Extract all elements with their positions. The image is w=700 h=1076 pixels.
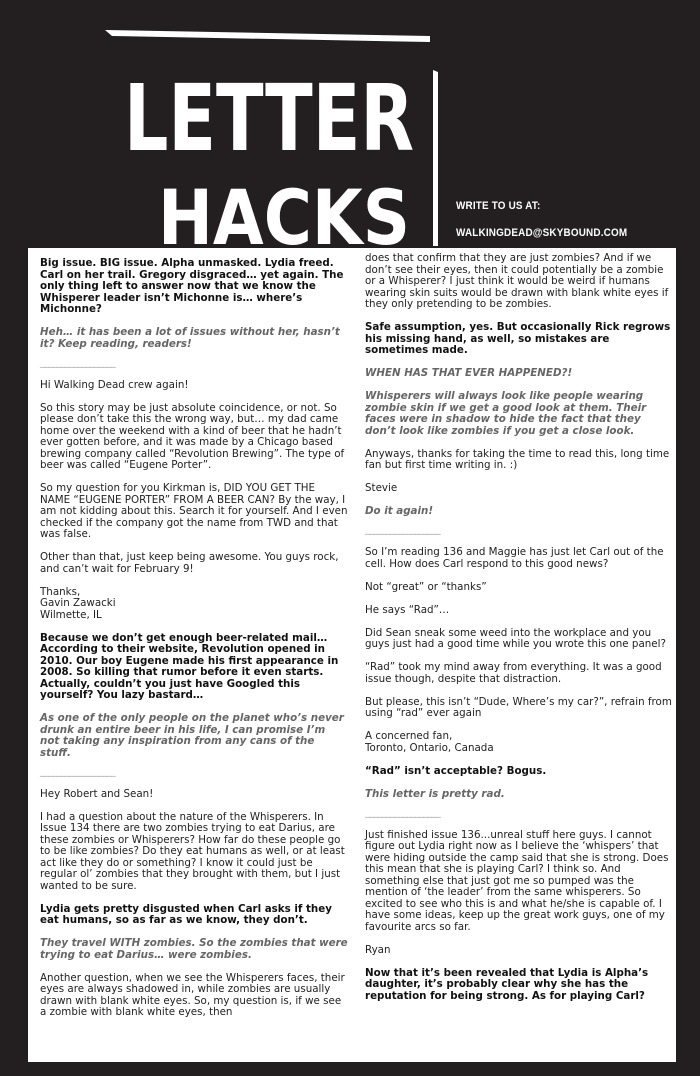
logo-line-hacks: HACKS — [158, 173, 410, 248]
right-column — [365, 253, 673, 1014]
reader-letter-text: Did Sean sneak some weed into the workplace and you guys just had a good time while you wrote this one panel? — [365, 626, 666, 650]
reader-letter-text: Not “great” or “thanks” — [365, 580, 487, 593]
reader-letter-text: A concerned fan, Toronto, Ontario, Canada — [365, 730, 494, 754]
logo-title — [124, 65, 414, 248]
editor-response: Safe assumption, yes. But occasionally Rick regrows his missing hand, as well, so mistakes are sometimes made. — [365, 321, 671, 356]
editor-response: Now that it’s been revealed that Lydia is Alpha’s daughter, it’s probably clear why she has the reputation for being strong. As for playing Carl? — [365, 966, 649, 1002]
reader-letter-text: Hey Robert and Sean! — [40, 787, 154, 800]
editor-response: Big issue. BIG issue. Alpha unmasked. Lydia freed. Carl on her trail. Gregory disgraced… yet again. The only thing left to answer now that we know the Whisperer leader isn’t Michonne is… where’s Michonne? — [40, 257, 344, 315]
page-header — [0, 0, 700, 248]
reader-letter-text: So I’m reading 136 and Maggie has just let Carl out of the cell. How does Carl respond to this good news? — [365, 546, 664, 570]
letter-divider: __________________ — [365, 805, 440, 818]
editor-aside: This letter is pretty rad. — [365, 787, 505, 800]
reader-letter-text: “Rad” took my mind away from everything. It was a good issue though, despite that distraction. — [365, 661, 662, 685]
reader-letter-text: I had a question about the nature of the Whisperers. In Issue 134 there are two zombies trying to eat Darius, are these zombies or Whisperers? How far do these people go to be like zombies? Do they eat humans as well, or at least act like they do or something? I know it could just be regular ol’ zombies that they brought with them, but I just wanted to be sure. — [40, 810, 345, 892]
editor-aside: Heh… it has been a lot of issues without her, hasn’t it? Keep reading, readers! — [40, 326, 340, 350]
vertical-rule — [433, 70, 438, 246]
editor-response: Lydia gets pretty disgusted when Carl asks if they eat humans, so as far as we know, they don’t. — [40, 902, 332, 926]
reader-letter-text: Thanks, Gavin Zawacki Wilmette, IL — [40, 585, 116, 621]
editor-aside: They travel WITH zombies. So the zombies that were trying to eat Darius… were zombies. — [40, 937, 348, 961]
reader-letter-text: So this story may be just absolute coincidence, or not. So please don’t take this the wrong way, but… my dad came home over the weekend with a kind of beer that he hadn’t ever gotten before, and it was made by a Chicago based brewing company called “Revolution Brewing”. The type of beer was called “Eugene Porter”. — [40, 401, 345, 471]
logo-line-letter: LETTER — [124, 65, 414, 172]
left-column — [40, 258, 348, 1030]
reader-letter-text: Hi Walking Dead crew again! — [40, 378, 189, 391]
editor-aside: Whisperers will always look like people wearing zombie skin if we get a good look at them. Their faces were in shadow to hide the fact that they don’t look like zombies if you get a close look. — [365, 390, 647, 437]
contact-email[interactable]: WALKINGDEAD@SKYBOUND.COM — [456, 227, 628, 239]
reader-letter-text: Ryan — [365, 943, 391, 956]
reader-letter-text: Other than that, just keep being awesome. You guys rock, and can’t wait for February 9! — [40, 551, 339, 575]
letter-divider: __________________ — [40, 355, 115, 368]
letter-hacks-logo — [0, 0, 700, 248]
reader-letter-text: Just finished issue 136...unreal stuff here guys. I cannot figure out Lydia right now as I believe the ‘whispers’ that were hiding outside the camp said that she is strong. Does this mean that she is playing Carl? I think so. And something else that just got me so pumped was the mention of ‘the leader’ from the same whisperers. So excited to see who this is and what he/she is capable of. I have some ideas, keep up the great work guys, one of my favourite arcs so far. — [365, 828, 669, 933]
reader-letter-text: Another question, when we see the Whisperers faces, their eyes are always shadowed in, while zombies are usually drawn with blank white eyes. So, my question is, if we see a zombie with blank white eyes, then — [40, 971, 345, 1018]
reader-letter-text: But please, this isn’t “Dude, Where’s my car?”, refrain from using “rad” ever again — [365, 695, 672, 719]
reader-letter-text: does that confirm that they are just zombies? And if we don’t see their eyes, then it could potentially be a zombie or a Whisperer? I just think it would be weird if humans wearing skin suits would be drawn with blank white eyes if they only pretending to be zombies. — [365, 252, 669, 310]
reader-letter-text: Anyways, thanks for taking the time to read this, long time fan but first time writing in. :) — [365, 447, 670, 471]
editor-aside: As one of the only people on the planet who’s never drunk an entire beer in his life, I can promise I’m not taking any inspiration from any cans of the stuff. — [40, 712, 344, 759]
reader-letter-text: He says “Rad”… — [365, 603, 450, 616]
write-to-us-label: WRITE TO US AT: — [456, 200, 541, 212]
reader-letter-text: So my question for you Kirkman is, DID YOU GET THE NAME “EUGENE PORTER” FROM A BEER CAN? By the way, I am not kidding about this. Search it for yourself. And I even checked if the company got the name from TWD and that was false. — [40, 482, 348, 540]
reader-letter-text: Stevie — [365, 482, 398, 494]
letter-divider: __________________ — [40, 764, 115, 777]
editor-response: Because we don’t get enough beer-related mail… According to their website, Revolution opened in 2010. Our boy Eugene made his first appearance in 2008. So killing that rumor before it even starts. Actually, couldn’t you just have Googled this yourself? You lazy bastard… — [40, 631, 339, 701]
letter-divider: __________________ — [365, 523, 440, 535]
letters-content — [28, 248, 676, 1062]
editor-response: “Rad” isn’t acceptable? Bogus. — [365, 764, 547, 777]
editor-aside: Do it again! — [365, 505, 434, 517]
top-rule — [105, 30, 430, 42]
editor-aside: WHEN HAS THAT EVER HAPPENED?! — [365, 367, 573, 379]
